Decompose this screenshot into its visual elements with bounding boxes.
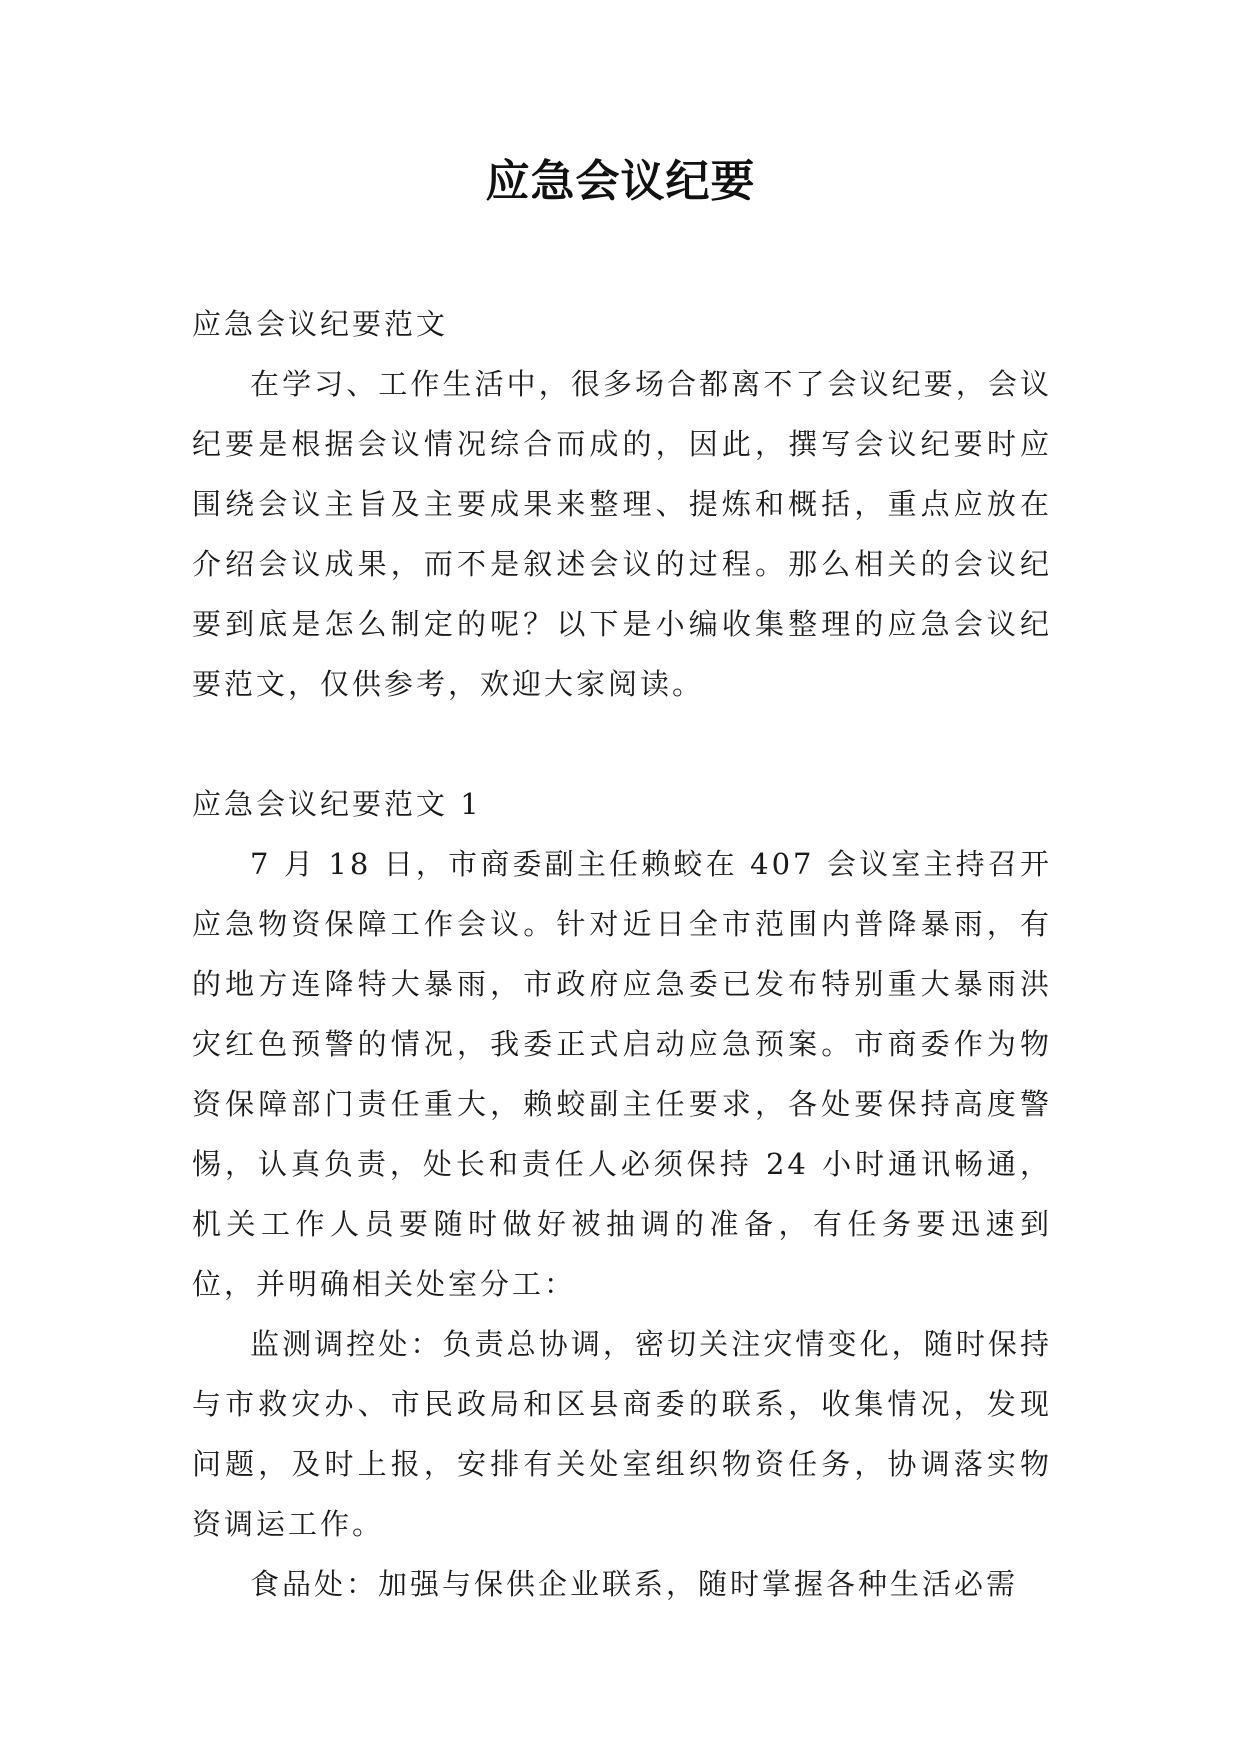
section-spacer <box>192 714 1052 774</box>
section-intro <box>192 294 1052 714</box>
document-body <box>192 294 1052 1614</box>
section-sample-1 <box>192 774 1052 1614</box>
document-title: 应急会议纪要 <box>485 156 756 207</box>
paragraph: 监测调控处：负责总协调，密切关注灾情变化，随时保持与市救灾办、市民政局和区县商委的联系，收集情况，发现问题，及时上报，安排有关处室组织物资任务，协调落实物资调运工作。 <box>192 1327 1052 1541</box>
paragraph: 食品处：加强与保供企业联系，随时掌握各种生活必需 <box>250 1567 1019 1601</box>
paragraph: 在学习、工作生活中，很多场合都离不了会议纪要，会议纪要是根据会议情况综合而成的，因此，撰写会议纪要时应围绕会议主旨及主要成果来整理、提炼和概括，重点应放在介绍会议成果，而不是叙述会议的过程。那么相关的会议纪要到底是怎么制定的呢？以下是小编收集整理的应急会议纪要范文，仅供参考，欢迎大家阅读。 <box>192 367 1052 701</box>
section-heading: 应急会议纪要范文 1 <box>192 787 482 821</box>
paragraph: 7 月 18 日，市商委副主任赖蛟在 407 会议室主持召开应急物资保障工作会议。针对近日全市范围内普降暴雨，有的地方连降特大暴雨，市政府应急委已发布特别重大暴雨洪灾红色预警的情况，我委正式启动应急预案。市商委作为物资保障部门责任重大，赖蛟副主任要求，各处要保持高度警惕，认真负责，处长和责任人必须保持 24 小时通讯畅通，机关工作人员要随时做好被抽调的准备，有任务要迅速到位，并明确相关处室分工： <box>192 847 1052 1301</box>
section-heading: 应急会议纪要范文 <box>192 307 449 341</box>
